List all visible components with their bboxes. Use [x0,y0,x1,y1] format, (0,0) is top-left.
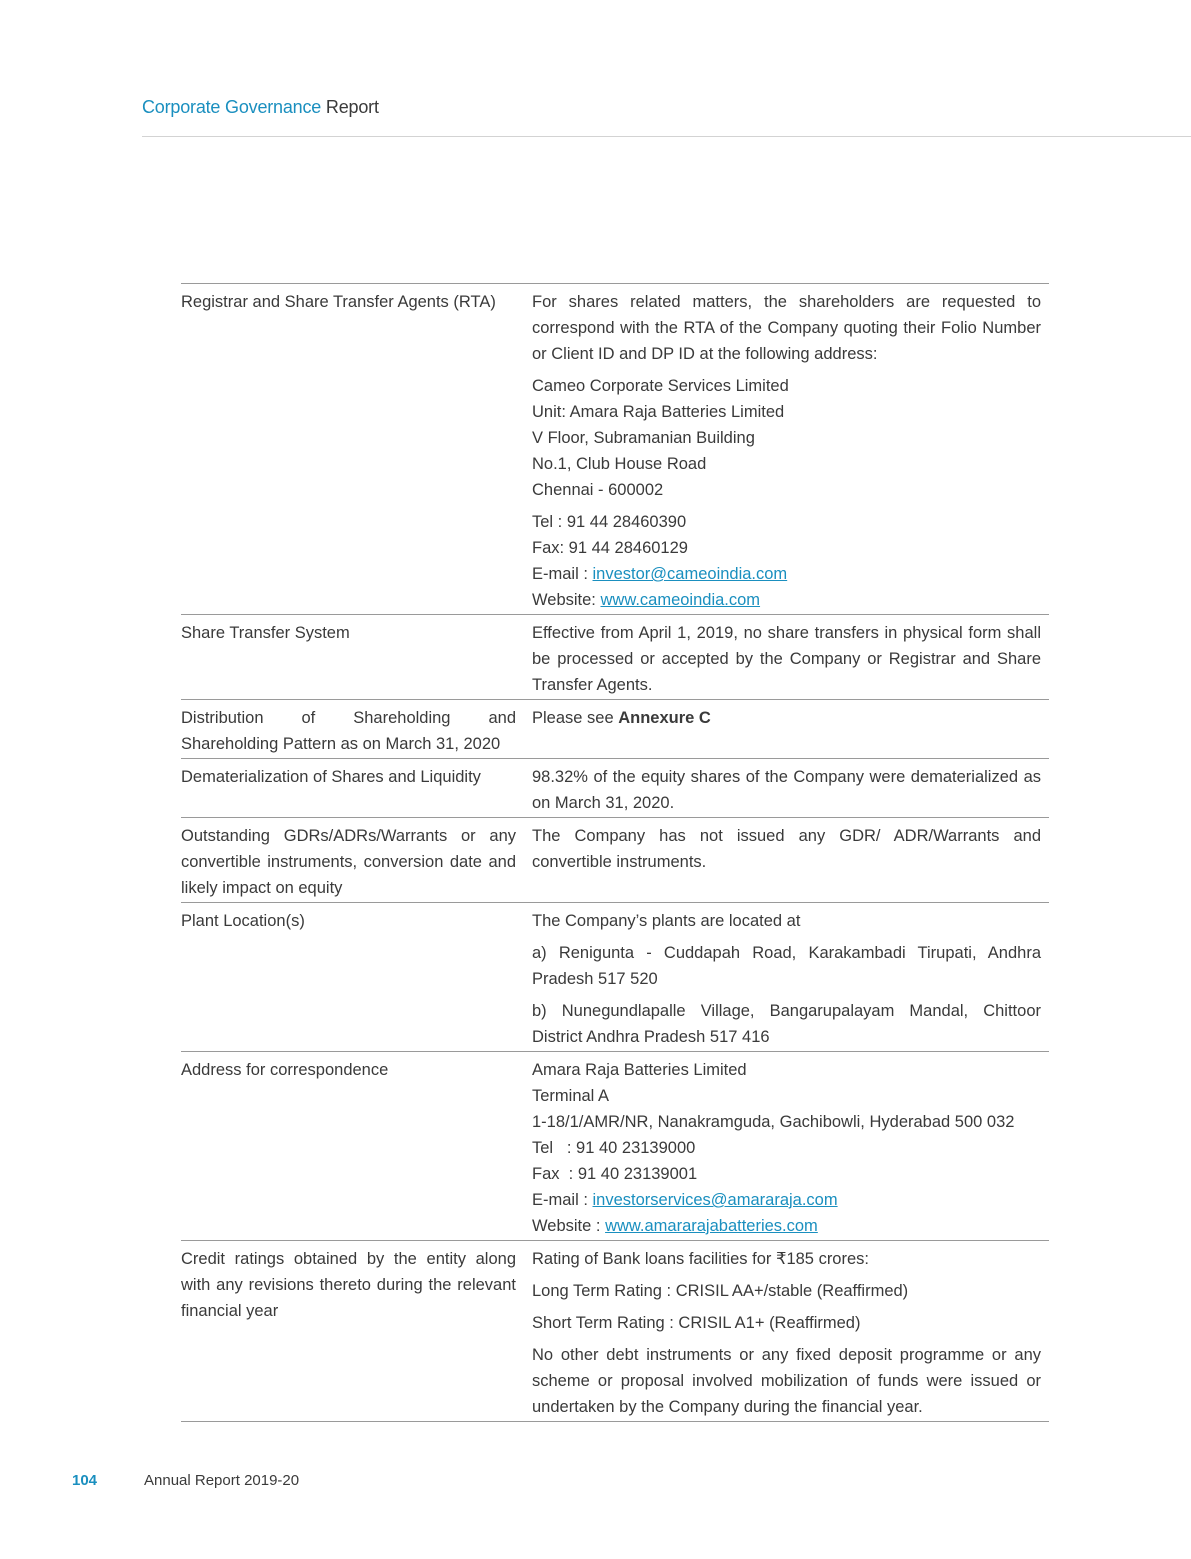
rta-website-line [532,587,1041,613]
correspondence-address [532,1057,1041,1239]
transfer-text: Effective from April 1, 2019, no share transfers in physical form shall be processed or accepted by the Company or Registrar and Share Transfer Agents. [532,624,1041,694]
row-label: Plant Location(s) [181,912,305,930]
page-number: 104 [72,1472,98,1489]
row-label: Dematerialization of Shares and Liquidity [181,768,481,786]
website-label: Website: [532,591,601,609]
table-row-share-transfer [181,615,1049,700]
row-label: Registrar and Share Transfer Agents (RTA) [181,293,496,311]
credit-short-term: Short Term Rating : CRISIL A1+ (Reaffirmed) [532,1314,861,1332]
address-line: No.1, Club House Road [532,455,707,473]
address-line: 1-18/1/AMR/NR, Nanakramguda, Gachibowli, Hyderabad 500 032 [532,1113,1015,1131]
rta-intro: For shares related matters, the shareholders are requested to correspond with the RTA of the Company quoting their Folio Number or Client ID and DP ID at the following address: [532,293,1041,363]
rta-email-line [532,561,1041,587]
address-email-link[interactable]: investorservices@amararaja.com [592,1191,838,1209]
row-label: Address for correspondence [181,1061,389,1079]
credit-long-term: Long Term Rating : CRISIL AA+/stable (Reaffirmed) [532,1282,909,1300]
row-content [532,1246,1049,1420]
demat-text: 98.32% of the equity shares of the Company were dematerialized as on March 31, 2020. [532,768,1041,812]
distribution-prefix: Please see [532,709,619,727]
info-table [181,283,1049,1422]
row-content [532,705,1049,757]
row-content [532,764,1049,816]
table-row-address [181,1052,1049,1241]
address-line: Cameo Corporate Services Limited [532,377,789,395]
address-email-line [532,1187,1041,1213]
row-content [532,823,1049,901]
row-label: Credit ratings obtained by the entity along with any revisions thereto during the relevant financial year [181,1250,516,1320]
plant-a: a) Renigunta - Cuddapah Road, Karakambadi Tirupati, Andhra Pradesh 517 520 [532,944,1041,988]
footer-report-title: Annual Report 2019-20 [144,1472,300,1489]
address-line: Unit: Amara Raja Batteries Limited [532,403,785,421]
header-title-accent: Corporate Governance [142,97,322,117]
address-line: V Floor, Subramanian Building [532,429,755,447]
row-content [532,1057,1049,1239]
credit-bank-loans: Rating of Bank loans facilities for ₹185 crores: [532,1250,869,1268]
address-line: Amara Raja Batteries Limited [532,1061,747,1079]
table-row-credit [181,1241,1049,1422]
address-tel: Tel : 91 40 23139000 [532,1139,696,1157]
plants-intro: The Company’s plants are located at [532,912,801,930]
row-content [532,908,1049,1050]
table-row-distribution [181,700,1049,759]
row-content [532,289,1049,613]
credit-other-debt: No other debt instruments or any fixed deposit programme or any scheme or proposal involved mobilization of funds were issued or undertaken by the Company during the financial year. [532,1346,1041,1416]
row-label: Outstanding GDRs/ADRs/Warrants or any convertible instruments, conversion date and likely impact on equity [181,827,516,897]
page-header [142,97,379,118]
rta-tel: Tel : 91 44 28460390 [532,513,687,531]
address-line: Chennai - 600002 [532,481,664,499]
row-content [532,620,1049,698]
plant-b: b) Nunegundlapalle Village, Bangarupalayam Mandal, Chittoor District Andhra Pradesh 517 416 [532,1002,1041,1046]
website-label: Website : [532,1217,606,1235]
address-fax: Fax : 91 40 23139001 [532,1165,698,1183]
header-title-plain: Report [325,97,379,117]
row-label: Share Transfer System [181,624,350,642]
table-row-gdr [181,818,1049,903]
rta-fax: Fax: 91 44 28460129 [532,539,688,557]
row-label: Distribution of Shareholding and Shareholding Pattern as on March 31, 2020 [181,709,516,753]
email-label: E-mail : [532,565,593,583]
table-row-demat [181,759,1049,818]
table-row-rta [181,284,1049,615]
table-row-plants [181,903,1049,1052]
rta-website-link[interactable]: www.cameoindia.com [600,591,761,609]
gdr-text: The Company has not issued any GDR/ ADR/Warrants and convertible instruments. [532,827,1041,871]
email-label: E-mail : [532,1191,593,1209]
address-line: Terminal A [532,1087,610,1105]
annexure-reference: Annexure C [618,709,711,727]
header-divider [142,136,1191,137]
rta-address [532,373,1041,503]
rta-contacts [532,509,1041,613]
rta-email-link[interactable]: investor@cameoindia.com [592,565,788,583]
address-website-link[interactable]: www.amararajabatteries.com [605,1217,818,1235]
address-website-line [532,1213,1041,1239]
distribution-text [532,705,1041,731]
